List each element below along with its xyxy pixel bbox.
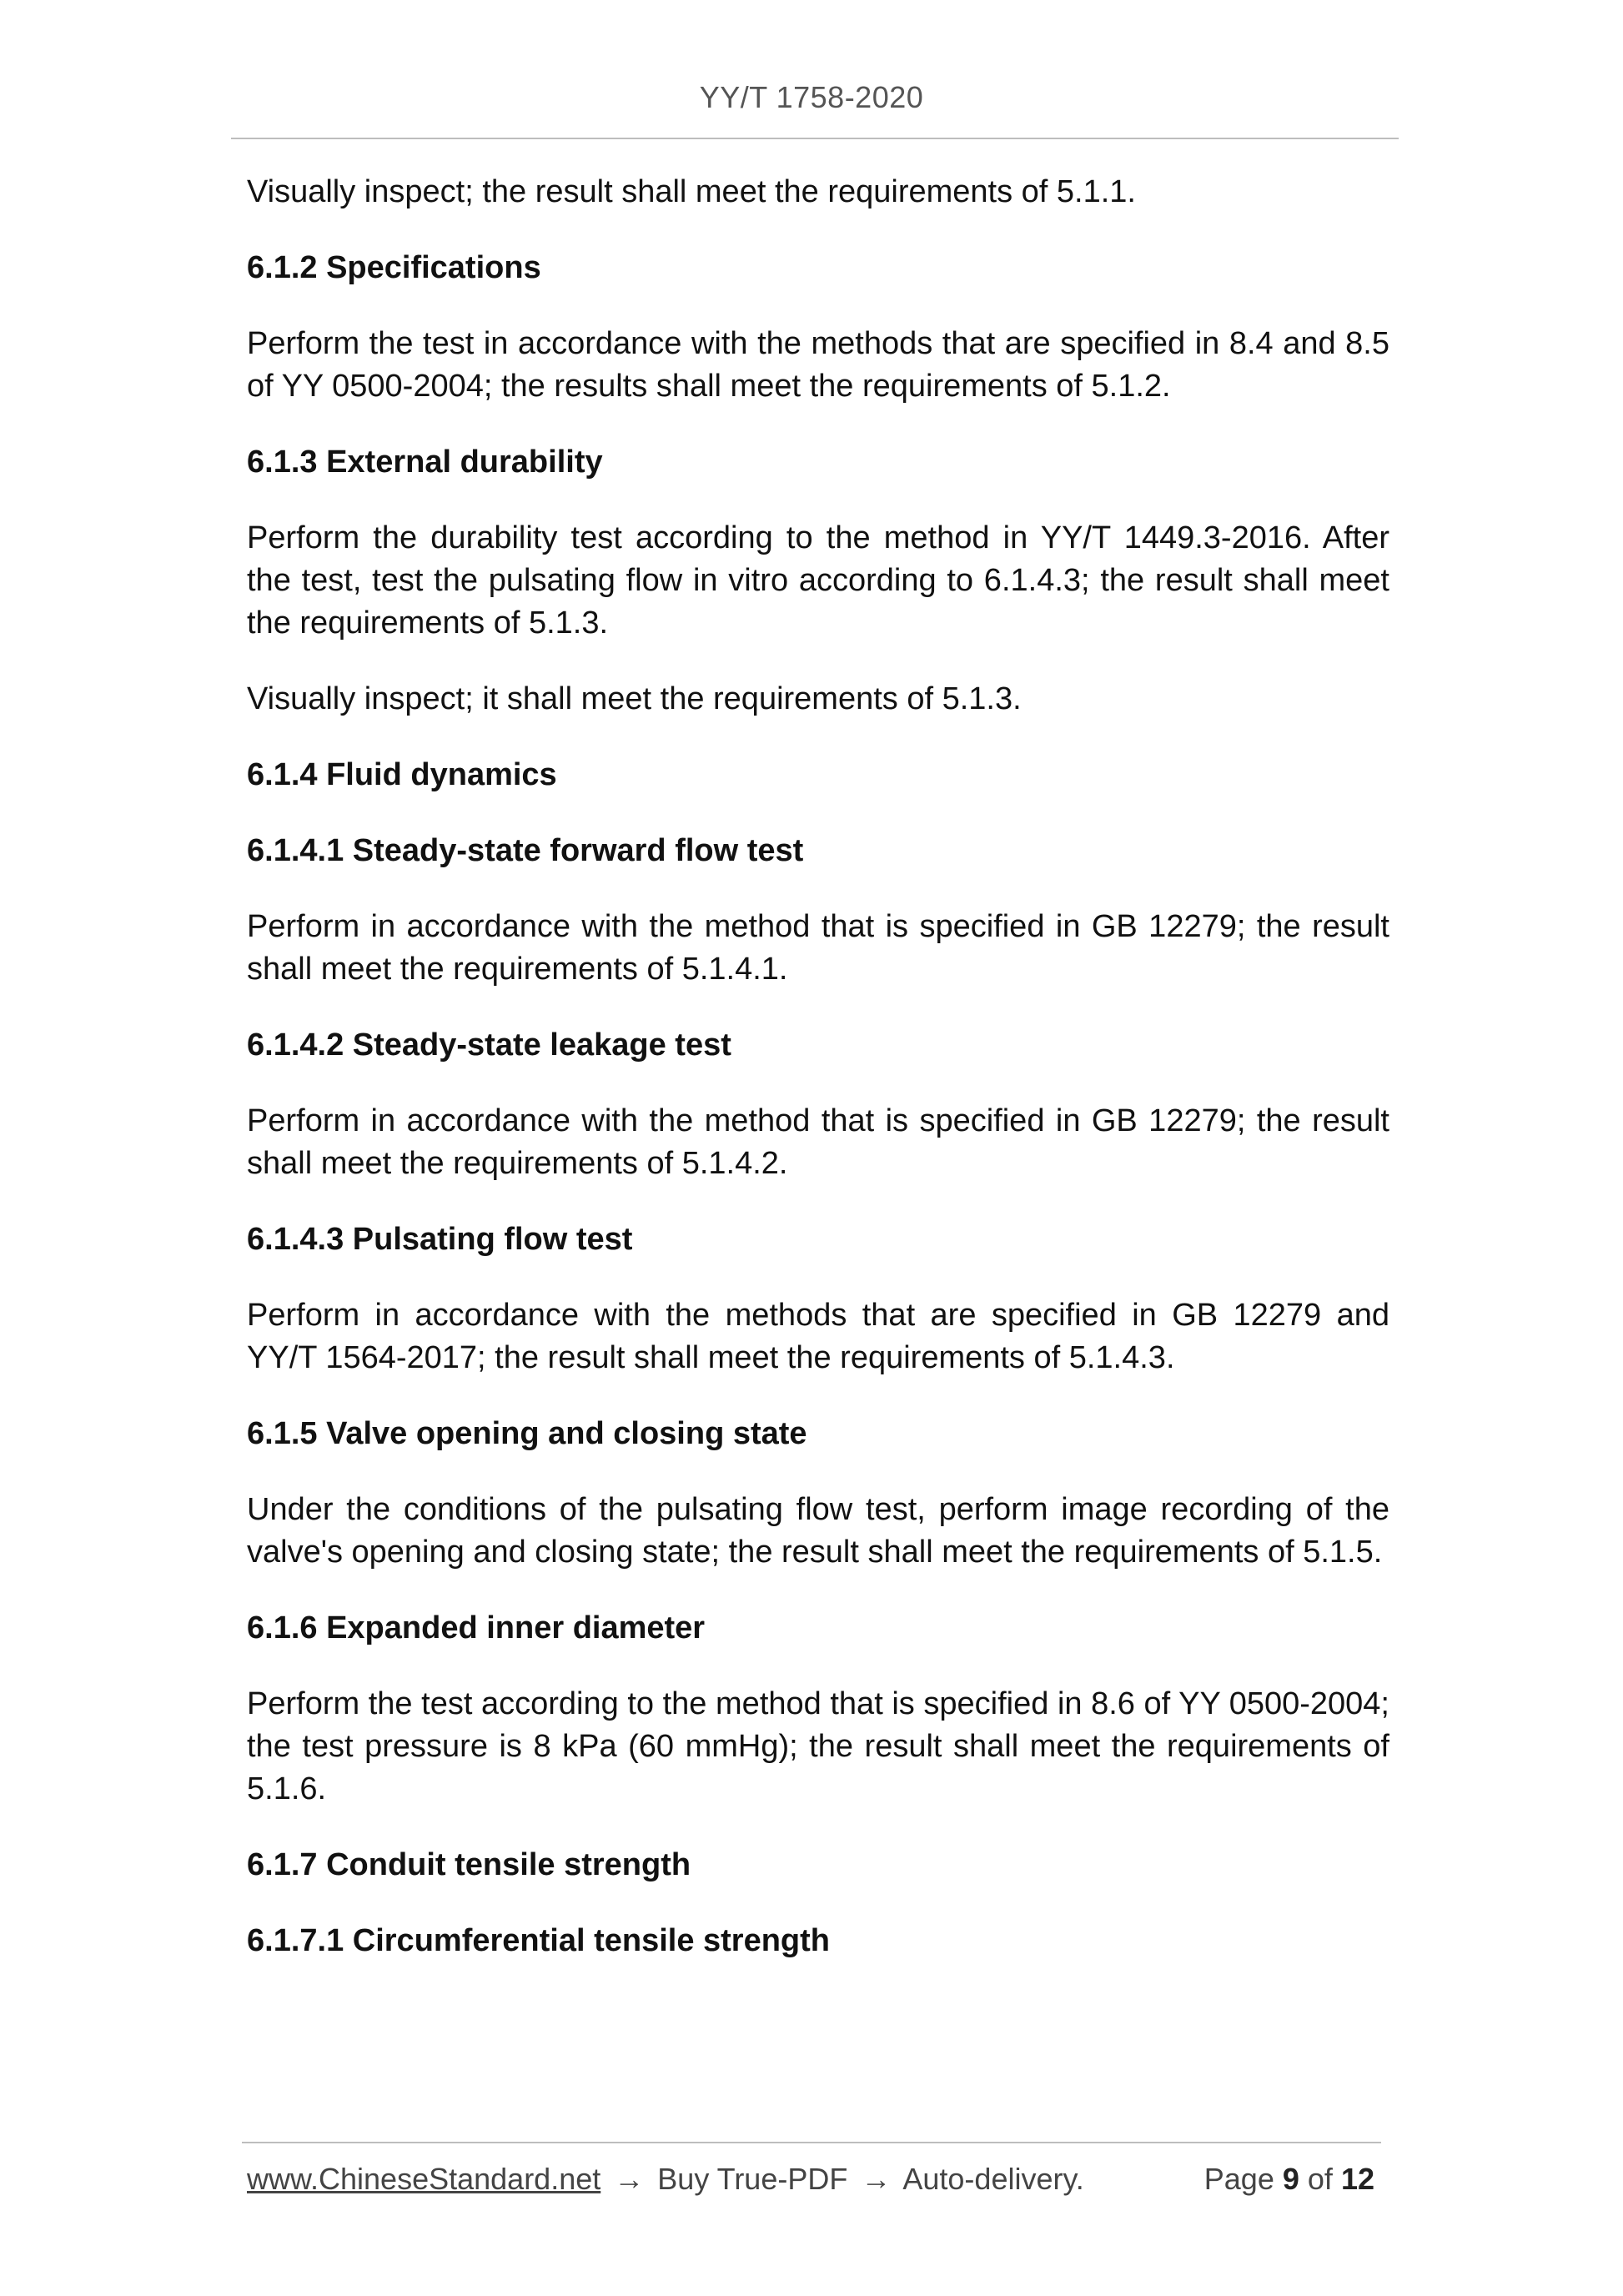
website-link[interactable]: www.ChineseStandard.net (247, 2162, 601, 2196)
section-heading: 6.1.3 External durability (247, 445, 603, 480)
page-indicator (1204, 2162, 1374, 2197)
section-heading: 6.1.2 Specifications (247, 250, 541, 285)
total-pages-number: 12 (1340, 2162, 1374, 2196)
paragraph: Under the conditions of the pulsating flow test, perform image recording of the valve's opening and closing state; the result shall meet the requirements of 5.1.5. (247, 1492, 1389, 1570)
paragraph: Perform in accordance with the methods that are specified in GB 12279 and YY/T 1564-2017; the result shall meet the requirements of 5.1.4.3. (247, 1298, 1389, 1375)
current-page-number: 9 (1282, 2162, 1299, 2196)
arrow-right-icon: → (614, 2162, 645, 2196)
auto-delivery-text: Auto-delivery. (902, 2162, 1084, 2196)
page-body (247, 171, 1389, 1996)
paragraph: Visually inspect; the result shall meet the requirements of 5.1.1. (247, 174, 1136, 209)
document-code-header: YY/T 1758-2020 (699, 80, 924, 114)
section-heading: 6.1.4.3 Pulsating flow test (247, 1222, 633, 1257)
header-divider (231, 138, 1399, 139)
arrow-right-icon: → (861, 2162, 892, 2196)
section-heading: 6.1.6 Expanded inner diameter (247, 1610, 706, 1645)
of-label: of (1307, 2162, 1333, 2196)
section-heading: 6.1.7.1 Circumferential tensile strength (247, 1923, 831, 1958)
paragraph: Perform in accordance with the method that is specified in GB 12279; the result shall meet the requirements of 5.1.4.1. (247, 909, 1389, 987)
page-label: Page (1203, 2162, 1274, 2196)
paragraph: Visually inspect; it shall meet the requirements of 5.1.3. (247, 681, 1022, 716)
section-heading: 6.1.5 Valve opening and closing state (247, 1416, 807, 1451)
section-heading: 6.1.7 Conduit tensile strength (247, 1847, 691, 1882)
section-heading: 6.1.4.1 Steady-state forward flow test (247, 833, 804, 868)
footer-divider (242, 2142, 1381, 2143)
paragraph: Perform the durability test according to the method in YY/T 1449.3-2016. After the test, test the pulsating flow in vitro according to 6.1.4.3; the result shall meet the requirements of 5.1.3. (247, 520, 1389, 641)
paragraph: Perform in accordance with the method that is specified in GB 12279; the result shall meet the requirements of 5.1.4.2. (247, 1103, 1389, 1181)
section-heading: 6.1.4 Fluid dynamics (247, 757, 557, 792)
section-heading: 6.1.4.2 Steady-state leakage test (247, 1027, 731, 1063)
paragraph: Perform the test according to the method that is specified in 8.6 of YY 0500-2004; the test pressure is 8 kPa (60 mmHg); the result shall meet the requirements of 5.1.6. (247, 1686, 1389, 1806)
paragraph: Perform the test in accordance with the methods that are specified in 8.4 and 8.5 of YY 0500-2004; the results shall meet the requirements of 5.1.2. (247, 326, 1389, 404)
buy-pdf-text: Buy True-PDF (657, 2162, 848, 2196)
footer-promo (247, 2162, 1084, 2197)
